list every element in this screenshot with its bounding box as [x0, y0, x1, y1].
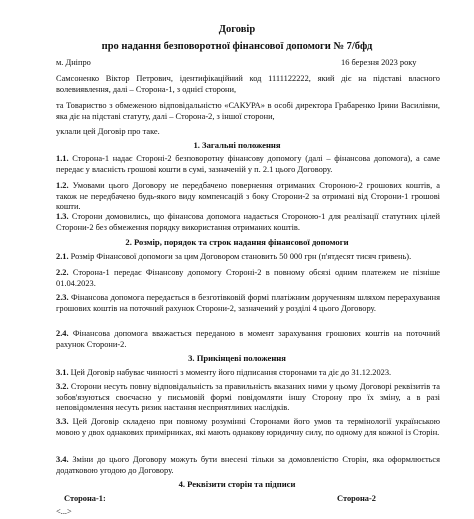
document-subtitle: про надання безповоротної фінансової допомоги № 7/бфд: [101, 41, 373, 52]
intro-party-1: Самсоненко Віктор Петрович, ідентифікаційний код 1111122222, який діє на підставі власного волевиявлення, далі – Сторона-1, з однієї сторони,: [56, 74, 440, 94]
clause-number: 3.2.: [56, 382, 69, 391]
clause-text: Сторони домовились, що фінансова допомога надається Стороною-1 для реалізації статутних цілей Сторони-2 без обмеження порядку використання отриманих коштів.: [56, 212, 440, 232]
clause-3-4: [56, 455, 440, 476]
intro-party-2: та Товариство з обмеженою відповідальністю «САКУРА» в особі директора Грабаренко Ірини Василівни, яка діє на підставі статуту, далі – Сторона-2, з іншої сторони,: [56, 101, 440, 121]
clause-text: Сторона-1 передає Фінансову допомогу Стороні-2 в повному обсязі одним платежем не пізніше 01.04.2023.: [56, 268, 440, 288]
clause-text: Цей Договір набуває чинності з моменту його підписання сторонами та діє до 31.12.2023.: [68, 368, 392, 377]
document-title: Договір: [218, 24, 256, 35]
clause-number: 2.2.: [56, 268, 69, 277]
clause-2-4: [56, 329, 440, 350]
clause-2-1: [56, 252, 440, 263]
clause-text: Сторони несуть повну відповідальність за правильність вказаних ними у цьому Договорі реквізитів та зобов'язуються своєчасно у письмовій формі повідомляти іншу Сторону про їх зміну, а в разі неповідомлення несуть ризик настання несприятливих наслідків.: [56, 382, 440, 413]
clause-text: Умовами цього Договору не передбачено повернення отриманих Стороною-2 грошових коштів, а також не передбачено будь-якого виду компенсацій з боку Сторони-2 за отримані від Сторони-1 грошові кошти.: [56, 181, 440, 212]
section-3-title: 3. Прикінцеві положення: [188, 353, 286, 363]
intro-conclusion: уклали цей Договір про таке.: [56, 127, 160, 136]
clause-3-1: [56, 368, 440, 379]
clause-text: Сторона-1 надає Стороні-2 безповоротну фінансову допомогу (далі – фінансова допомога), а саме передає у власність грошові кошти в сумі, зазначеній у п. 2.1 цього Договору.: [56, 154, 440, 174]
clause-1-2: [56, 181, 440, 213]
party-1-label: Сторона-1:: [64, 494, 106, 503]
clause-number: 2.4.: [56, 329, 69, 338]
section-4-title: 4. Реквізити сторін та підписи: [178, 479, 296, 489]
clause-text: Фінансова допомога вважається переданою в момент зарахування грошових коштів на поточний рахунок Сторони-2.: [56, 329, 440, 349]
ellipsis-text: <...>: [56, 507, 72, 516]
clause-text: Фінансова допомога передається в безготівковій формі платіжним дорученням шляхом перерахування грошових коштів на поточний рахунок Сторони-2, зазначений у розділі 4 цього Договору.: [56, 293, 440, 313]
clause-3-2: [56, 382, 440, 414]
clause-text: Розмір Фінансової допомоги за цим Договором становить 50 000 грн (п'ятдесят тисяч гривень).: [68, 252, 412, 261]
clause-number: 2.3.: [56, 293, 69, 302]
place-text: м. Дніпро: [56, 58, 91, 67]
clause-1-1: [56, 154, 440, 175]
section-2-title: 2. Розмір, порядок та строк надання фінансової допомоги: [125, 237, 349, 247]
date-text: 16 березня 2023 року: [341, 58, 417, 67]
clause-1-3: [56, 212, 440, 233]
clause-number: 1.3.: [56, 212, 69, 221]
clause-text: Цей Договір складено при повному розумінні Сторонами його умов та термінології українською мовою у двох однакових примірниках, які мають однакову юридичну силу, по одному для кожної із Сторін.: [56, 417, 440, 437]
section-1-title: 1. Загальні положення: [193, 140, 281, 150]
clause-2-2: [56, 268, 440, 289]
clause-2-3: [56, 293, 440, 314]
clause-3-3: [56, 417, 440, 438]
clause-number: 1.1.: [56, 154, 69, 163]
party-2-label: Сторона-2: [337, 494, 376, 503]
clause-number: 3.4.: [56, 455, 69, 464]
clause-number: 2.1.: [56, 252, 69, 261]
clause-number: 1.2.: [56, 181, 69, 190]
clause-text: Зміни до цього Договору можуть бути внесені тільки за домовленістю Сторін, яка оформлюється додатковою угодою до Договору.: [56, 455, 440, 475]
clause-number: 3.3.: [56, 417, 69, 426]
clause-number: 3.1.: [56, 368, 69, 377]
